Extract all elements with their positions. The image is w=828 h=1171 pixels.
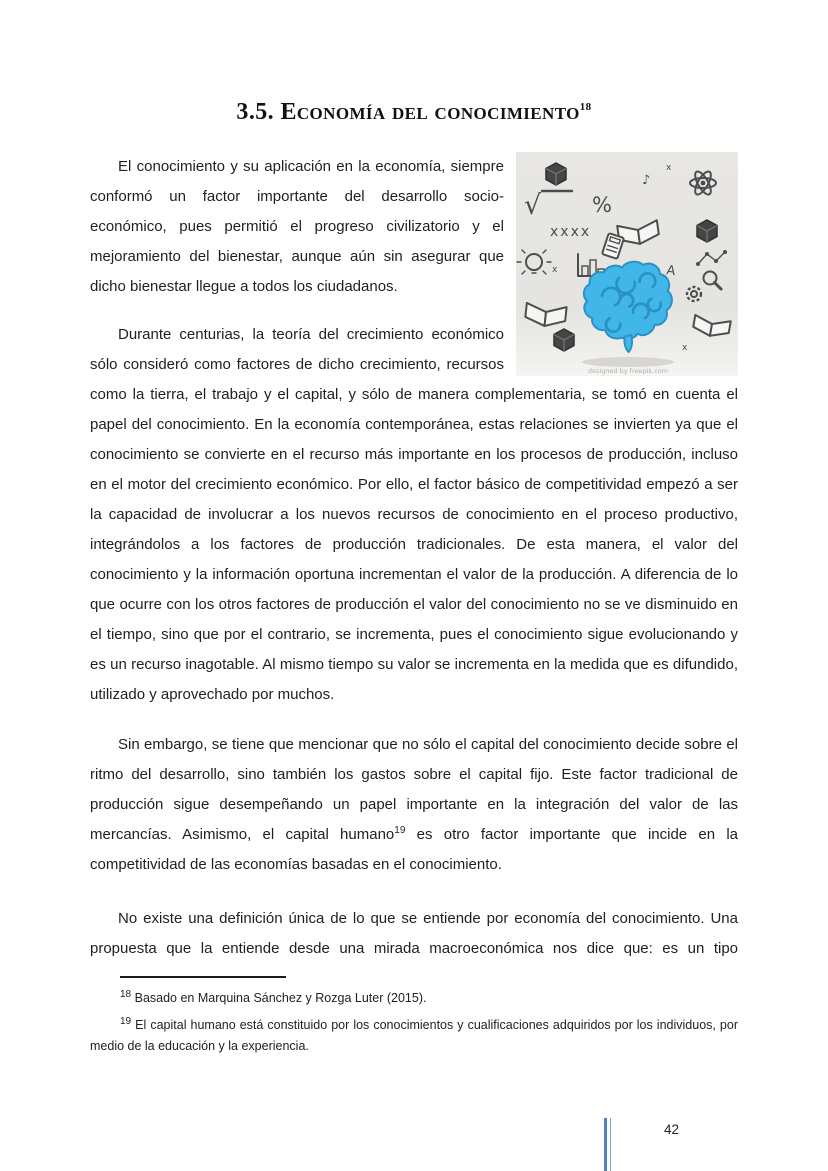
- footnote-18-number: 18: [120, 988, 132, 1000]
- brain-doodle-image: [516, 152, 738, 376]
- letter-a-icon: A: [665, 263, 677, 280]
- paragraph-3: [90, 730, 738, 880]
- footnote-19-number: 19: [120, 1015, 132, 1027]
- paragraph-3-text: Sin embargo, se tiene que mencionar que no sólo el capital del conocimiento decide sobre el ritmo del desarrollo, sino también los gastos sobre el capital fijo. Este factor tradicional de producción sigue desempeñando un papel importante en la integración del valor de las mercancías. Asimismo, el capital humano: [90, 736, 738, 843]
- cube-icon: [546, 163, 566, 185]
- footnote-ref-19: 19: [394, 825, 406, 836]
- page-content: [90, 96, 738, 1057]
- paragraph-3-text-after: es otro factor importante que incide en la competitividad de las economías basadas en el conocimiento.: [90, 826, 738, 873]
- dna-icon: xxxx: [550, 224, 592, 240]
- percent-icon: %: [592, 193, 612, 217]
- sparkle-x-icon: x: [682, 343, 688, 353]
- illustration-credit: designed by freepik.com: [587, 367, 669, 375]
- cube-icon: [554, 329, 574, 351]
- title-footnote-ref: 18: [579, 101, 592, 113]
- footnote-19-text: El capital humano está constituido por los conocimientos y cualificaciones adquiridos por los individuos, por medio de la educación y la experiencia.: [90, 1018, 738, 1053]
- footnote-18-text: Basado en Marquina Sánchez y Rozga Luter (2015).: [134, 991, 427, 1005]
- footer-accent-bar: [604, 1118, 611, 1171]
- knowledge-illustration: [516, 152, 738, 376]
- brain-shadow: [582, 357, 674, 367]
- sparkle-x-icon: x: [552, 265, 558, 275]
- paragraph-4: No existe una definición única de lo que se entiende por economía del conocimiento. Una propuesta que la entiende desde una mirada macroeconómica nos dice que: es un tipo: [90, 910, 738, 957]
- sparkle-x-icon: x: [666, 163, 672, 173]
- music-note-icon: ♪: [642, 173, 651, 188]
- paragraph-2: Durante centurias, la teoría del crecimiento económico sólo consideró como factores de dicho crecimiento, recursos como la tierra, el trabajo y el capital, y sólo de manera complementaria, se tomó en cuenta el papel del conocimiento. En la economía contemporánea, estas relaciones se invierten ya que el conocimiento se convierte en el recurso más importante en los procesos de producción, incluso en el motor del crecimiento económico. Por ello, el factor básico de competitividad empezó a ser la capacidad de involucrar a los nuevos recursos de conocimiento en el proceso productivo, integrándolos a los factores de producción tradicionales. De esta manera, el valor del conocimiento y la información oportuna incrementan el valor de la producción. A diferencia de lo que ocurre con los otros factores de producción el valor del conocimiento no se ve disminuido en el tiempo, sino que por el contrario, se incrementa, pues el conocimiento sigue evolucionando y es un recurso inagotable. Al mismo tiempo su valor se incrementa en la medida que es difundido, utilizado y aprovechado por muchos.: [90, 326, 738, 703]
- footnote-separator: [120, 976, 286, 978]
- section-title-text: Economía del conocimiento: [280, 99, 580, 125]
- paragraph-1: El conocimiento y su aplicación en la economía, siempre conformó un factor importante del desarrollo socio-económico, pues permitió el progreso civilizatorio y el mejoramiento del bienestar, aunque aún sin asegurar que dicho bienestar llegue a todos los ciudadanos.: [90, 158, 504, 295]
- cube-icon: [697, 220, 717, 242]
- section-title: [90, 96, 738, 128]
- page-number: 42: [664, 1122, 680, 1137]
- section-number: 3.5.: [236, 99, 275, 125]
- svg-text:√: √: [524, 190, 542, 221]
- footnote-19: [90, 1015, 738, 1057]
- footnote-18: [90, 988, 738, 1009]
